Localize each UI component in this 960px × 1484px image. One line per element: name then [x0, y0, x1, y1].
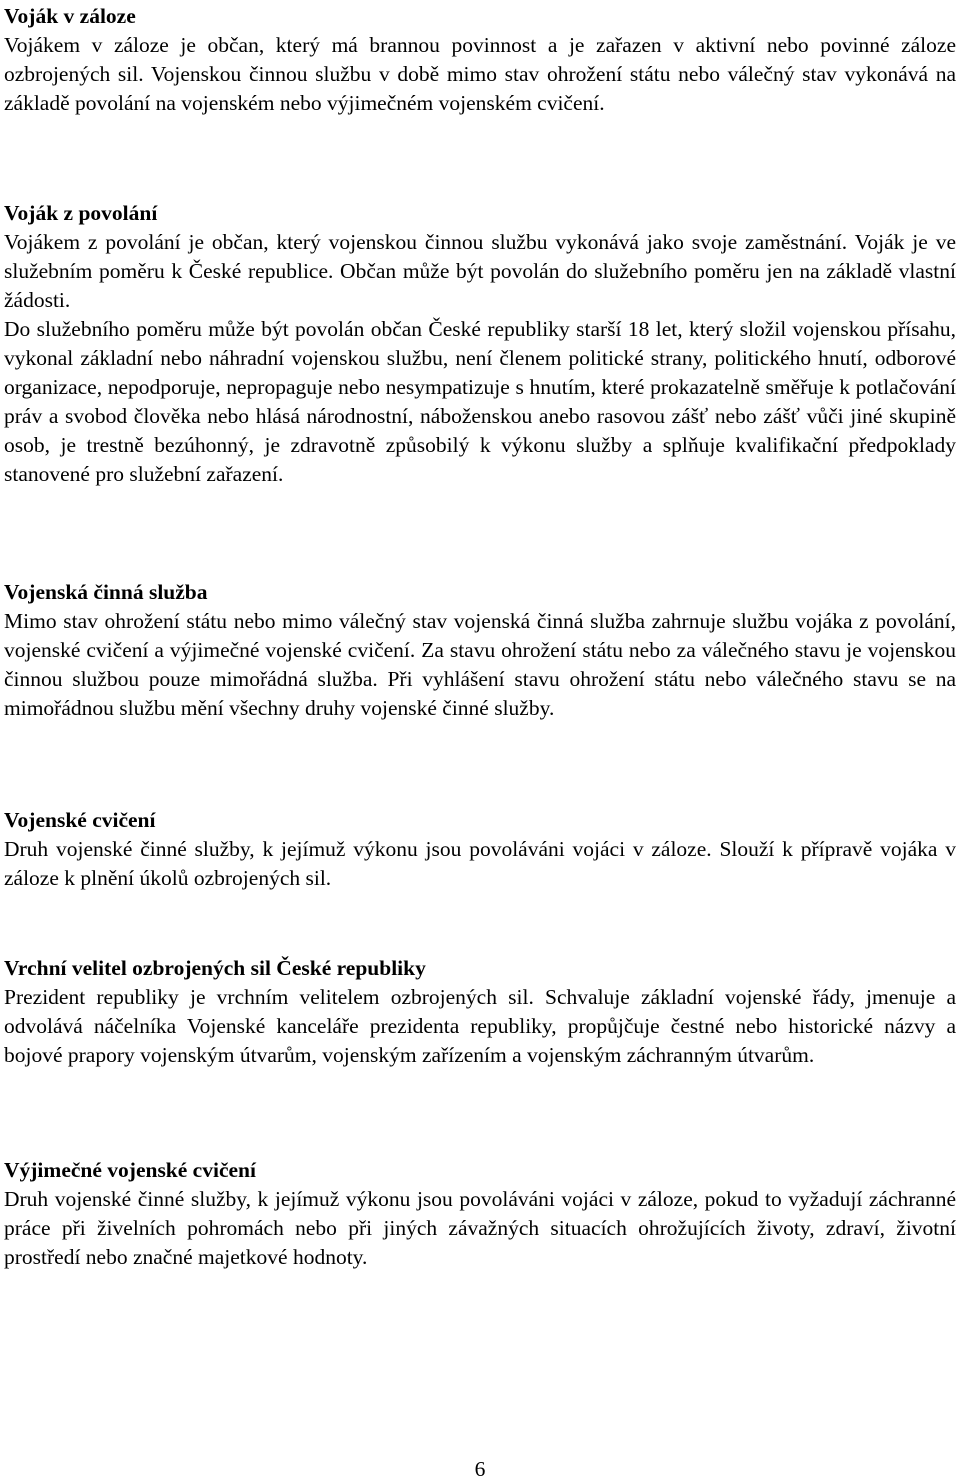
section-paragraph: Druh vojenské činné služby, k jejímuž výkonu jsou povoláváni vojáci v záloze, pokud to vyžadují záchranné práce při živelních pohromách nebo při jiných závažných situacích ohrožujících životy, zdraví, životní prostředí nebo značné majetkové hodnoty.	[4, 1187, 956, 1269]
section-heading: Vrchní velitel ozbrojených sil České republiky	[4, 956, 426, 980]
page-number: 6	[474, 1457, 486, 1481]
section-heading: Voják v záloze	[4, 4, 136, 28]
section-paragraph: Mimo stav ohrožení státu nebo mimo válečný stav vojenská činná služba zahrnuje službu vojáka z povolání, vojenské cvičení a výjimečné vojenské cvičení. Za stavu ohrožení státu nebo za válečného stavu je vojenskou činnou službou pouze mimořádná služba. Při vyhlášení stavu ohrožení státu nebo válečného stavu se na mimořádnou službu mění všechny druhy vojenské činné služby.	[4, 609, 956, 720]
section-paragraph: Druh vojenské činné služby, k jejímuž výkonu jsou povoláváni vojáci v záloze. Slouží k přípravě vojáka v záloze k plnění úkolů ozbrojených sil.	[4, 837, 956, 890]
section-vojenske-cviceni	[4, 806, 956, 893]
section-vyjimecne-vojenske-cviceni	[4, 1156, 956, 1272]
section-vojak-z-povolani	[4, 199, 956, 489]
section-heading: Voják z povolání	[4, 201, 158, 225]
section-heading: Výjimečné vojenské cvičení	[4, 1158, 256, 1182]
section-heading: Vojenská činná služba	[4, 580, 208, 604]
section-paragraph: Vojákem v záloze je občan, který má brannou povinnost a je zařazen v aktivní nebo povinné záloze ozbrojených sil. Vojenskou činnou službu v době mimo stav ohrožení státu nebo válečný stav vykonává na základě povolání na vojenském nebo výjimečném vojenském cvičení.	[4, 33, 956, 115]
section-heading: Vojenské cvičení	[4, 808, 156, 832]
section-paragraph: Do služebního poměru může být povolán občan České republiky starší 18 let, který složil vojenskou přísahu, vykonal základní nebo náhradní vojenskou službu, není členem politické strany, politického hnutí, odborové organizace, nepodporuje, nepropaguje nebo nesympatizuje s hnutím, které prokazatelně směřuje k potlačování práv a svobod člověka nebo hlásá národnostní, náboženskou anebo rasovou zášť nebo zášť vůči jiné skupině osob, je trestně bezúhonný, je zdravotně způsobilý k výkonu služby a splňuje kvalifikační předpoklady stanovené pro služební zařazení.	[4, 317, 956, 486]
section-vojenska-cinna-sluzba	[4, 578, 956, 723]
section-vojak-v-zaloze	[4, 2, 956, 118]
section-paragraph: Vojákem z povolání je občan, který vojenskou činnou službu vykonává jako svoje zaměstnání. Voják je ve služebním poměru k České republice. Občan může být povolán do služebního poměru jen na základě vlastní žádosti.	[4, 230, 956, 312]
section-vrchni-velitel	[4, 954, 956, 1070]
section-paragraph: Prezident republiky je vrchním velitelem ozbrojených sil. Schvaluje základní vojenské řády, jmenuje a odvolává náčelníka Vojenské kanceláře prezidenta republiky, propůjčuje čestné nebo historické názvy a bojové prapory vojenským útvarům, vojenským zařízením a vojenským záchranným útvarům.	[4, 985, 956, 1067]
